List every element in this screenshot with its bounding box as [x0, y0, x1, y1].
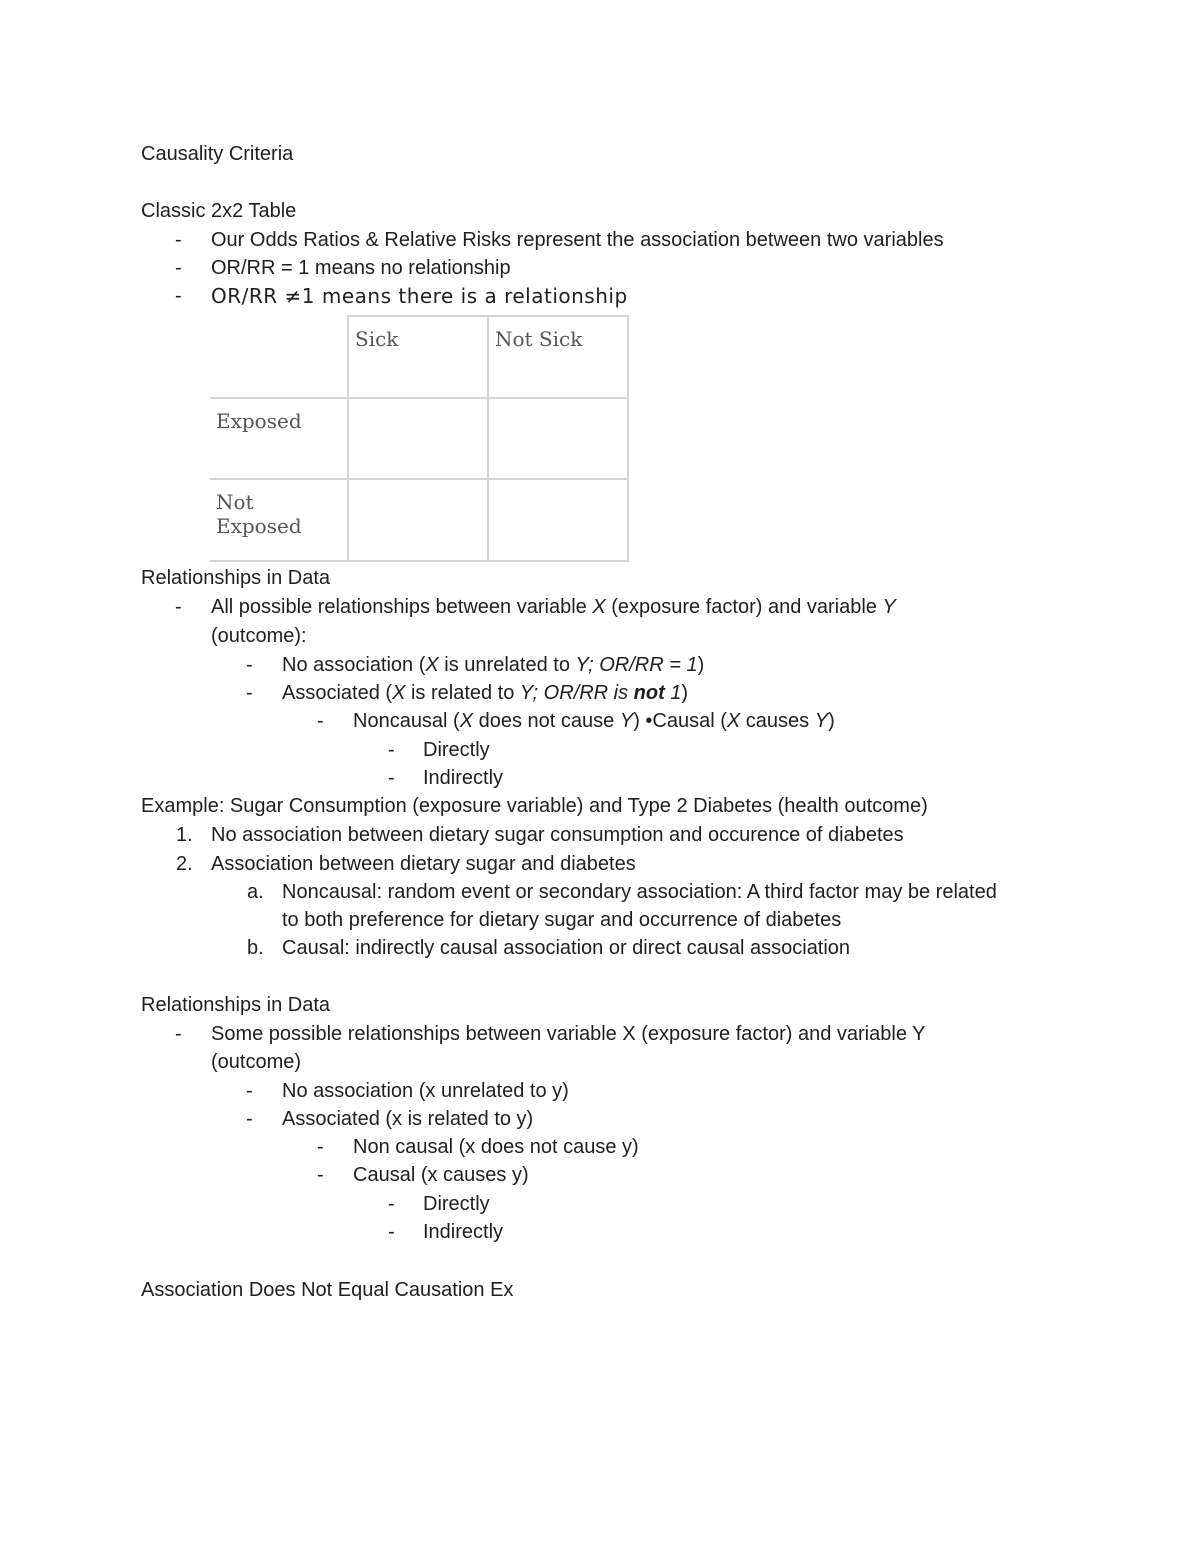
bullet-text: OR/RR ≠1 means there is a relationship [211, 284, 628, 308]
table-header-not-sick: Not Sick [488, 316, 628, 398]
table-cell [488, 479, 628, 561]
bullet-dash: - [175, 257, 182, 279]
bullet-text-indirectly: Indirectly [423, 767, 504, 789]
bullet-dash: - [175, 285, 182, 307]
bullet-dash: - [317, 1136, 324, 1158]
bullet-text-directly: Directly [423, 1193, 490, 1215]
list-subitem: Causal: indirectly causal association or direct causal association [282, 937, 851, 959]
bullet-text-indirectly: Indirectly [423, 1221, 504, 1243]
bullet-text-no-association: No association (x unrelated to y) [282, 1080, 569, 1102]
section-heading-2x2: Classic 2x2 Table [141, 200, 297, 222]
table-cell [488, 398, 628, 479]
bullet-text-noncausal: Non causal (x does not cause y) [353, 1136, 639, 1158]
list-number: 2. [176, 853, 193, 875]
bullet-text: Our Odds Ratios & Relative Risks represent the association between two variables [211, 229, 944, 251]
bullet-text-cont: (outcome): [211, 625, 307, 647]
section-heading-relationships: Relationships in Data [141, 567, 330, 589]
table-row-header-exposed: Exposed [210, 398, 348, 479]
bullet-text-noncausal: Noncausal (X does not cause Y) •Causal (X causes Y) [353, 710, 835, 732]
bullet-text-associated: Associated (x is related to y) [282, 1108, 534, 1130]
document-title: Causality Criteria [141, 143, 294, 165]
list-letter: b. [247, 937, 264, 959]
bullet-dash: - [175, 1023, 182, 1045]
table-cell [348, 479, 488, 561]
list-subitem-cont: to both preference for dietary sugar and occurrence of diabetes [282, 909, 842, 931]
bullet-dash: - [175, 229, 182, 251]
bullet-dash: - [317, 1164, 324, 1186]
bullet-dash: - [388, 739, 395, 761]
bullet-text-directly: Directly [423, 739, 490, 761]
list-item: No association between dietary sugar consumption and occurence of diabetes [211, 824, 904, 846]
section-heading-association: Association Does Not Equal Causation Ex [141, 1279, 514, 1301]
bullet-dash: - [388, 1221, 395, 1243]
bullet-text-no-association: No association (X is unrelated to Y; OR/RR = 1) [282, 654, 705, 676]
example-heading: Example: Sugar Consumption (exposure variable) and Type 2 Diabetes (health outcome) [141, 795, 928, 817]
list-subitem: Noncausal: random event or secondary association: A third factor may be related [282, 881, 997, 903]
bullet-text-cont: (outcome) [211, 1051, 302, 1073]
bullet-dash: - [317, 710, 324, 732]
bullet-dash: - [246, 1108, 253, 1130]
table-row-header-not-exposed: Not Exposed [210, 479, 348, 561]
bullet-dash: - [246, 654, 253, 676]
bullet-text: OR/RR = 1 means no relationship [211, 257, 511, 279]
bullet-dash: - [388, 767, 395, 789]
list-item: Association between dietary sugar and diabetes [211, 853, 636, 875]
two-by-two-table [210, 315, 629, 562]
section-heading-relationships-2: Relationships in Data [141, 994, 330, 1016]
bullet-dash: - [246, 1080, 253, 1102]
bullet-text-associated: Associated (X is related to Y; OR/RR is not 1) [282, 682, 689, 704]
bullet-text-causal: Causal (x causes y) [353, 1164, 529, 1186]
bullet-text: All possible relationships between variable X (exposure factor) and variable Y [211, 596, 896, 618]
table-cell [348, 398, 488, 479]
bullet-text: Some possible relationships between variable X (exposure factor) and variable Y [211, 1023, 926, 1045]
list-number: 1. [176, 824, 193, 846]
table-header-sick: Sick [348, 316, 488, 398]
bullet-dash: - [388, 1193, 395, 1215]
bullet-dash: - [246, 682, 253, 704]
bullet-dash: - [175, 596, 182, 618]
table-corner-cell [210, 316, 348, 398]
list-letter: a. [247, 881, 264, 903]
